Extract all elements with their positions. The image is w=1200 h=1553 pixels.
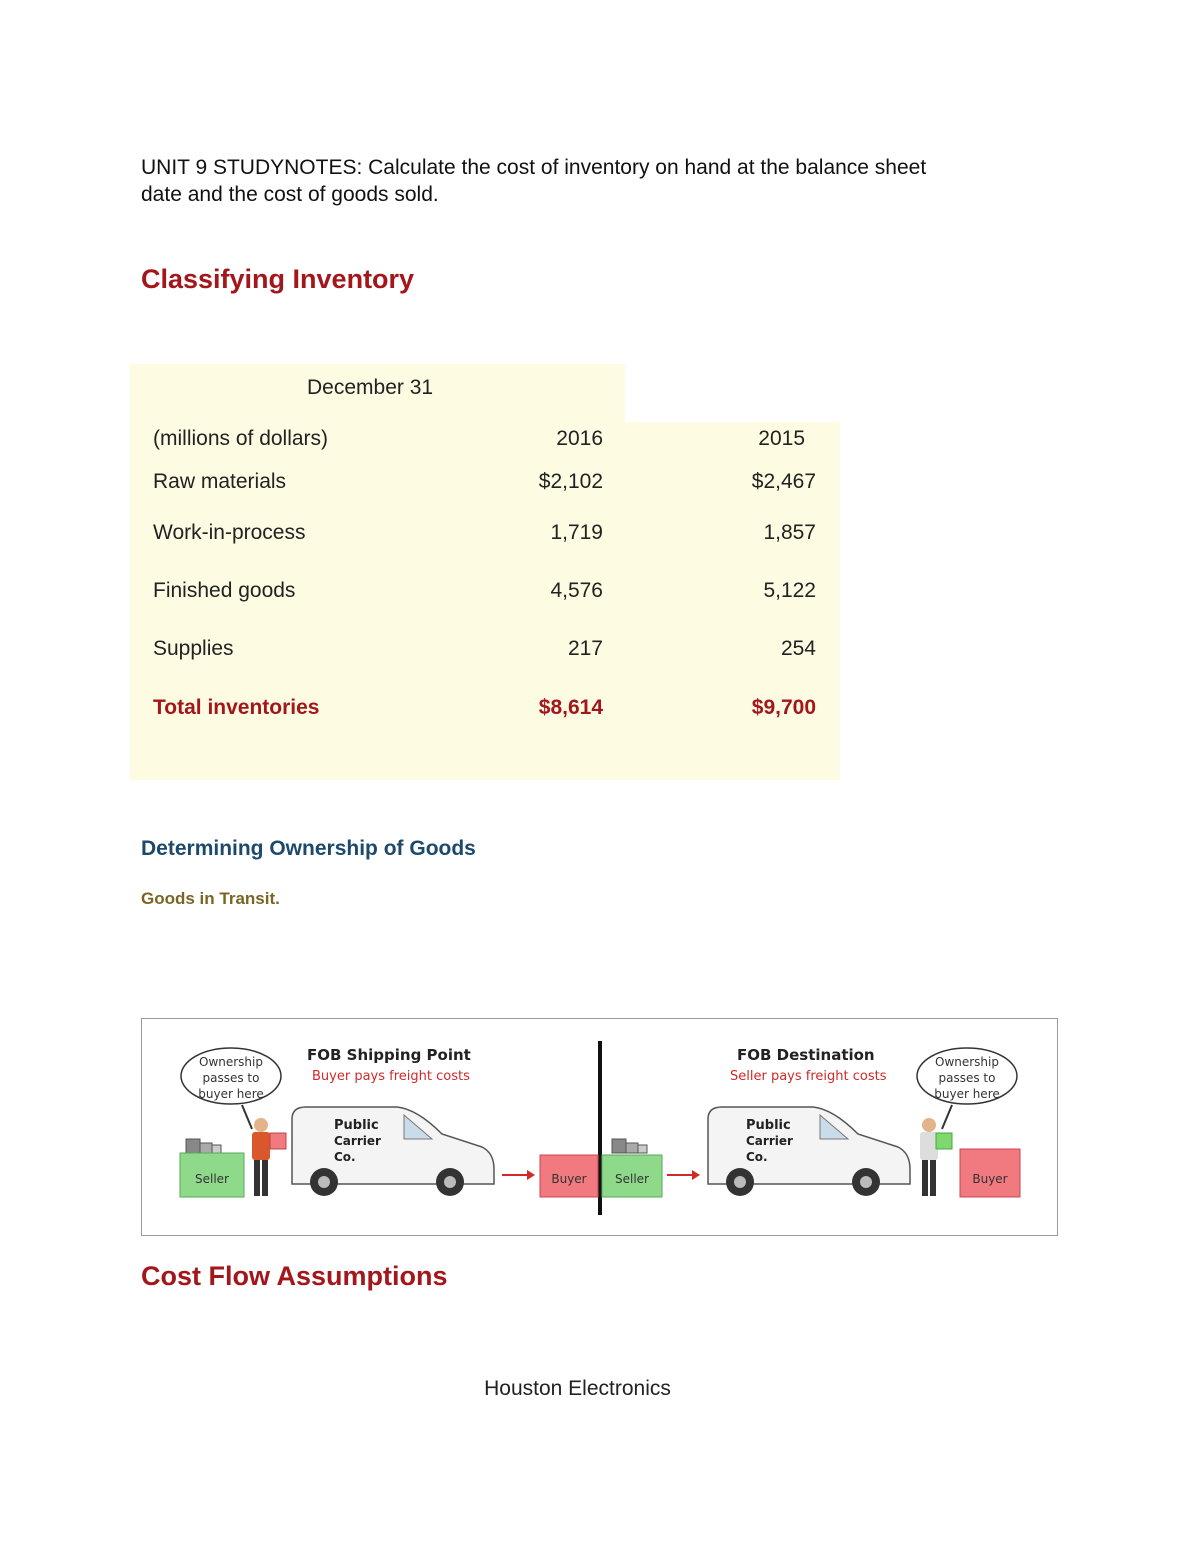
fob-destination-subtitle: Seller pays freight costs bbox=[730, 1069, 887, 1084]
truck-label-line-1: Public bbox=[746, 1118, 791, 1133]
truck-label-line-3: Co. bbox=[746, 1150, 768, 1164]
table-cell-2015: 254 bbox=[780, 637, 816, 660]
table-total-2016: $8,614 bbox=[538, 696, 603, 719]
intro-line-2: date and the cost of goods sold. bbox=[141, 183, 439, 206]
bubble-line-2: passes to bbox=[202, 1071, 260, 1085]
buyer-label: Buyer bbox=[551, 1172, 587, 1186]
pointer-arrow bbox=[942, 1105, 952, 1129]
package-icon bbox=[212, 1145, 221, 1153]
table-cell-2016: 4,576 bbox=[550, 579, 603, 602]
fob-shipping-point-panel bbox=[180, 1046, 598, 1197]
truck-label-line-1: Public bbox=[334, 1118, 379, 1133]
package-icon bbox=[200, 1143, 212, 1153]
arrow-head bbox=[692, 1170, 700, 1180]
truck-icon bbox=[292, 1107, 494, 1196]
section-heading-cost-flow: Cost Flow Assumptions bbox=[141, 1261, 448, 1291]
table-unit-label: (millions of dollars) bbox=[153, 427, 329, 450]
package-icon bbox=[638, 1145, 647, 1153]
fob-illustration bbox=[141, 1018, 1058, 1236]
package-icon bbox=[626, 1143, 638, 1153]
subsection-heading-goods-in-transit: Goods in Transit. bbox=[141, 889, 280, 908]
buyer-label: Buyer bbox=[972, 1172, 1008, 1186]
truck-label-line-2: Carrier bbox=[334, 1134, 381, 1148]
table-row-label: Supplies bbox=[153, 637, 234, 660]
intro-line-1: UNIT 9 STUDYNOTES: Calculate the cost of inventory on hand at the balance sheet bbox=[141, 156, 927, 179]
table-cell-2015: 1,857 bbox=[763, 521, 816, 544]
table-year-2015: 2015 bbox=[758, 427, 805, 450]
arrow-head bbox=[527, 1170, 535, 1180]
bubble-line-1: Ownership bbox=[199, 1055, 263, 1069]
package-icon bbox=[612, 1139, 626, 1153]
truck-label-line-3: Co. bbox=[334, 1150, 356, 1164]
bubble-line-3: buyer here bbox=[198, 1087, 264, 1101]
section-heading-classifying-inventory: Classifying Inventory bbox=[141, 264, 415, 294]
table-total-label: Total inventories bbox=[153, 696, 320, 719]
table-row-label: Finished goods bbox=[153, 579, 296, 602]
intro-paragraph bbox=[141, 154, 1041, 208]
table-row-label: Raw materials bbox=[153, 470, 287, 493]
table-total-2015: $9,700 bbox=[751, 696, 816, 719]
table-row-label: Work-in-process bbox=[153, 521, 306, 544]
bubble-line-3: buyer here bbox=[934, 1087, 1000, 1101]
table-cell-2015: 5,122 bbox=[763, 579, 816, 602]
table-cell-2015: $2,467 bbox=[751, 470, 816, 493]
table-cell-2016: $2,102 bbox=[538, 470, 603, 493]
fob-shipping-point-subtitle: Buyer pays freight costs bbox=[312, 1069, 470, 1084]
company-name: Houston Electronics bbox=[484, 1377, 671, 1400]
table-date-header: December 31 bbox=[307, 376, 434, 399]
fob-destination-title: FOB Destination bbox=[737, 1046, 875, 1064]
person-icon bbox=[920, 1118, 952, 1196]
seller-label: Seller bbox=[195, 1172, 229, 1186]
table-cell-2016: 1,719 bbox=[550, 521, 603, 544]
fob-destination-panel bbox=[602, 1046, 1020, 1197]
table-year-2016: 2016 bbox=[556, 427, 603, 450]
pointer-arrow bbox=[242, 1105, 252, 1129]
package-icon bbox=[186, 1139, 200, 1153]
bubble-line-1: Ownership bbox=[935, 1055, 999, 1069]
bubble-line-2: passes to bbox=[938, 1071, 996, 1085]
person-icon bbox=[252, 1118, 286, 1196]
table-cell-2016: 217 bbox=[567, 637, 603, 660]
section-heading-ownership: Determining Ownership of Goods bbox=[141, 837, 476, 860]
truck-label-line-2: Carrier bbox=[746, 1134, 793, 1148]
seller-label: Seller bbox=[615, 1172, 649, 1186]
truck-icon bbox=[708, 1107, 910, 1196]
fob-shipping-point-title: FOB Shipping Point bbox=[307, 1046, 471, 1064]
